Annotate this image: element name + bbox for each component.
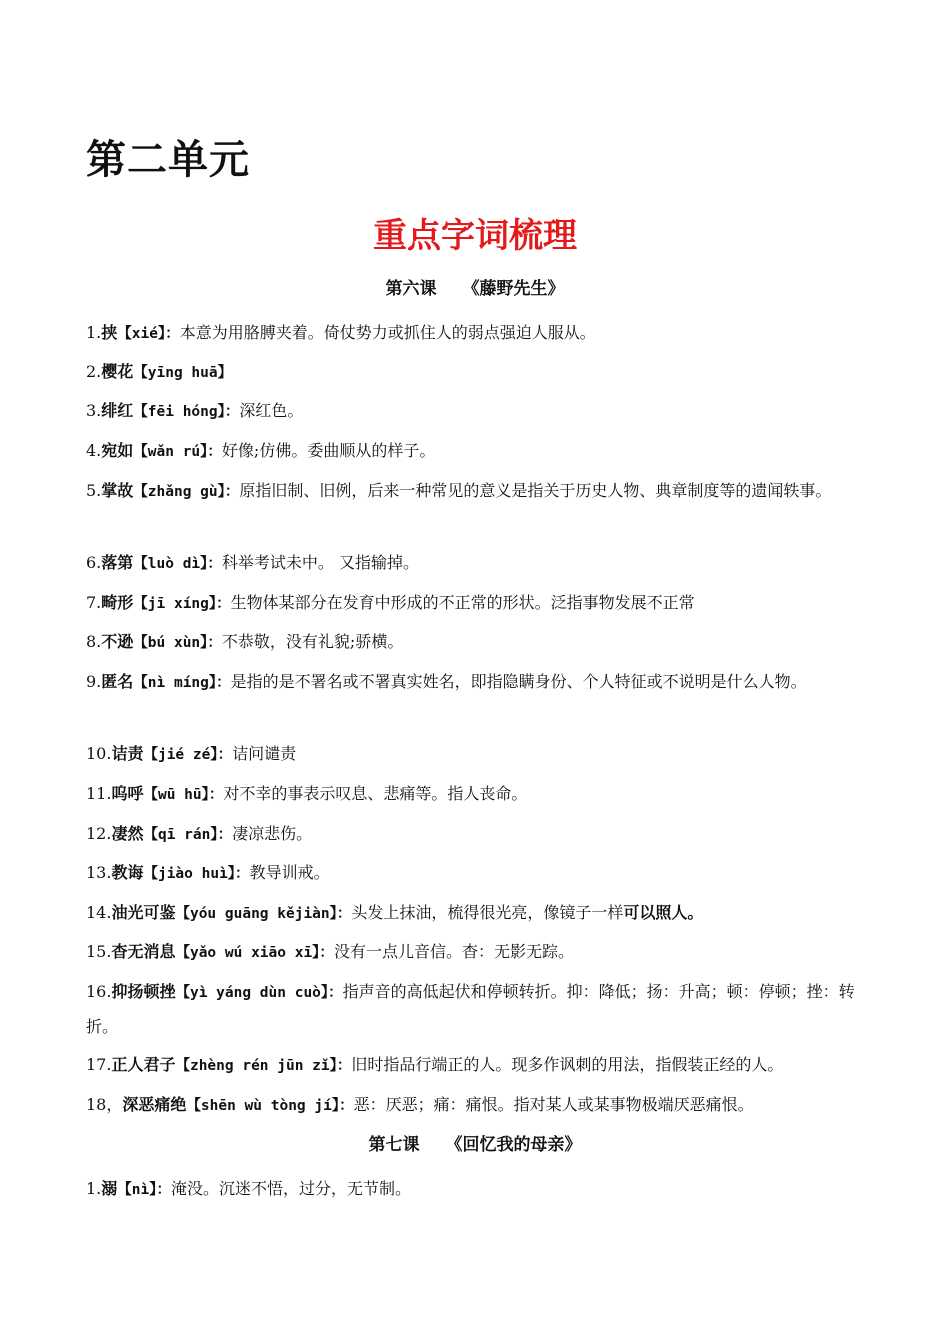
entry-word: 落第 (101, 553, 134, 572)
lesson-label: 第七课 (368, 1135, 420, 1155)
entry-word: 杳无消息 (111, 942, 176, 961)
entry-definition: 生物体某部分在发育中形成的不正常的形状。泛指事物发展不正常 (230, 593, 695, 612)
entry-definition: 教导训戒。 (249, 863, 330, 882)
entry-pinyin: 【zhǎng gù】： (133, 484, 240, 500)
entry-pinyin: 【wǎn rú】： (133, 444, 222, 460)
entry-definition: 科举考试未中。 又指输掉。 (221, 553, 420, 572)
entry-number: 13. (86, 863, 112, 882)
entry-word: 教诲 (111, 863, 144, 882)
entry-pinyin: 【zhèng rén jūn zǐ】： (175, 1058, 352, 1074)
entry-word: 畸形 (101, 593, 134, 612)
entry-word: 宛如 (101, 441, 134, 460)
entry-pinyin: 【qī rán】： (143, 827, 233, 843)
lesson-title: 《藤野先生》 (462, 279, 565, 299)
vocab-entry (86, 625, 866, 660)
entry-definition-emphasis: 可以照人。 (623, 903, 704, 922)
entry-definition: 淹没。沉迷不悟，过分，无节制。 (171, 1179, 412, 1198)
entry-number: 15. (86, 942, 112, 961)
entry-definition: 是指的是不署名或不署真实姓名，即指隐瞒身份、个人特征或不说明是什么人物。 (230, 672, 807, 691)
entry-word: 樱花 (101, 362, 134, 381)
entry-definition: 诘问谴责 (232, 744, 297, 763)
entry-word: 挟 (101, 323, 118, 342)
lesson-label: 第六课 (385, 279, 437, 299)
lesson-title: 《回忆我的母亲》 (445, 1135, 582, 1155)
vocab-entry (86, 546, 866, 581)
entry-pinyin: 【wū hū】： (143, 787, 224, 803)
entry-number: 6. (86, 553, 102, 572)
vocab-entry (86, 935, 866, 970)
entry-pinyin: 【nì】： (117, 1182, 171, 1198)
entry-number: 10. (86, 744, 112, 763)
entry-number: 18， (86, 1095, 123, 1114)
entry-word: 抑扬顿挫 (111, 982, 176, 1001)
entry-number: 16. (86, 982, 112, 1001)
entry-pinyin: 【luò dì】： (133, 556, 222, 572)
entry-word: 呜呼 (111, 784, 144, 803)
entry-number: 9. (86, 672, 102, 691)
entry-word: 正人君子 (111, 1055, 176, 1074)
vocab-entry (86, 1172, 866, 1207)
entry-number: 12. (86, 824, 112, 843)
entry-pinyin: 【yóu guāng kějiàn】： (175, 906, 352, 922)
entry-pinyin: 【jiào huì】： (143, 866, 250, 882)
vocab-entry (86, 474, 866, 509)
entry-definition: 原指旧制、旧例，后来一种常见的意义是指关于历史人物、典章制度等的遗闻轶事。 (239, 481, 832, 500)
unit-title: 第二单元 (86, 137, 250, 183)
entry-word: 诘责 (111, 744, 144, 763)
entry-number: 2. (86, 362, 102, 381)
vocab-entry (86, 975, 866, 1043)
entry-word: 不逊 (101, 632, 134, 651)
entry-pinyin: 【yǎo wú xiāo xī】： (175, 945, 334, 961)
entry-word: 绯红 (101, 401, 134, 420)
entry-pinyin: 【yīng huā】 (133, 365, 233, 381)
vocab-entry (86, 856, 866, 891)
entry-definition: 恶：厌恶；痛：痛恨。指对某人或某事物极端厌恶痛恨。 (353, 1095, 754, 1114)
entry-number: 5. (86, 481, 102, 500)
entry-pinyin: 【shēn wù tòng jí】： (186, 1098, 354, 1114)
entry-word: 溺 (101, 1179, 118, 1198)
vocab-entry (86, 586, 866, 621)
entry-number: 11. (86, 784, 112, 803)
entry-pinyin: 【bú xùn】： (133, 635, 222, 651)
entry-number: 4. (86, 441, 102, 460)
entry-pinyin: 【jī xíng】： (133, 596, 231, 612)
vocab-entry (86, 665, 866, 700)
entry-definition: 好像;仿佛。委曲顺从的样子。 (221, 441, 436, 460)
entry-definition: 对不幸的事表示叹息、悲痛等。指人丧命。 (223, 784, 528, 803)
entry-definition: 凄凉悲伤。 (232, 824, 313, 843)
entry-definition: 没有一点儿音信。杳：无影无踪。 (333, 942, 574, 961)
vocab-entry (86, 434, 866, 469)
entry-number: 7. (86, 593, 102, 612)
entry-definition: 旧时指品行端正的人。现多作讽刺的用法，指假装正经的人。 (351, 1055, 784, 1074)
vocab-entry (86, 777, 866, 812)
entry-definition: 头发上抹油，梳得很光亮，像镜子一样 (351, 903, 624, 922)
entry-pinyin: 【fēi hóng】： (133, 404, 240, 420)
entry-word: 凄然 (111, 824, 144, 843)
entry-word: 油光可鉴 (111, 903, 176, 922)
entry-number: 8. (86, 632, 102, 651)
vocab-entry (86, 355, 866, 390)
entry-word: 匿名 (101, 672, 134, 691)
entry-number: 1. (86, 1179, 102, 1198)
vocab-entry (86, 316, 866, 351)
entry-definition: 深红色。 (239, 401, 304, 420)
entry-number: 1. (86, 323, 102, 342)
entry-word: 掌故 (101, 481, 134, 500)
vocab-entry (86, 896, 866, 931)
entry-pinyin: 【jié zé】： (143, 747, 233, 763)
entry-number: 17. (86, 1055, 112, 1074)
entry-definition: 不恭敬，没有礼貌;骄横。 (221, 632, 404, 651)
vocab-entry (86, 394, 866, 429)
entry-number: 3. (86, 401, 102, 420)
entry-pinyin: 【yì yáng dùn cuò】： (175, 985, 343, 1001)
vocab-entry (86, 737, 866, 772)
lesson-heading (0, 274, 950, 299)
section-title: 重点字词梳理 (373, 216, 577, 256)
entry-pinyin: 【xié】： (117, 326, 180, 342)
vocab-entry (86, 1088, 866, 1123)
entry-word: 深恶痛绝 (122, 1095, 187, 1114)
vocab-entry (86, 817, 866, 852)
entry-number: 14. (86, 903, 112, 922)
entry-definition: 指声音的高低起伏和停顿转折。抑：降低；扬：升高；顿：停顿；挫：转折。 (86, 982, 855, 1036)
vocab-entry (86, 1048, 866, 1083)
entry-pinyin: 【nì míng】： (133, 675, 231, 691)
entry-definition: 本意为用胳膊夹着。倚仗势力或抓住人的弱点强迫人服从。 (179, 323, 596, 342)
lesson-heading (0, 1130, 950, 1155)
